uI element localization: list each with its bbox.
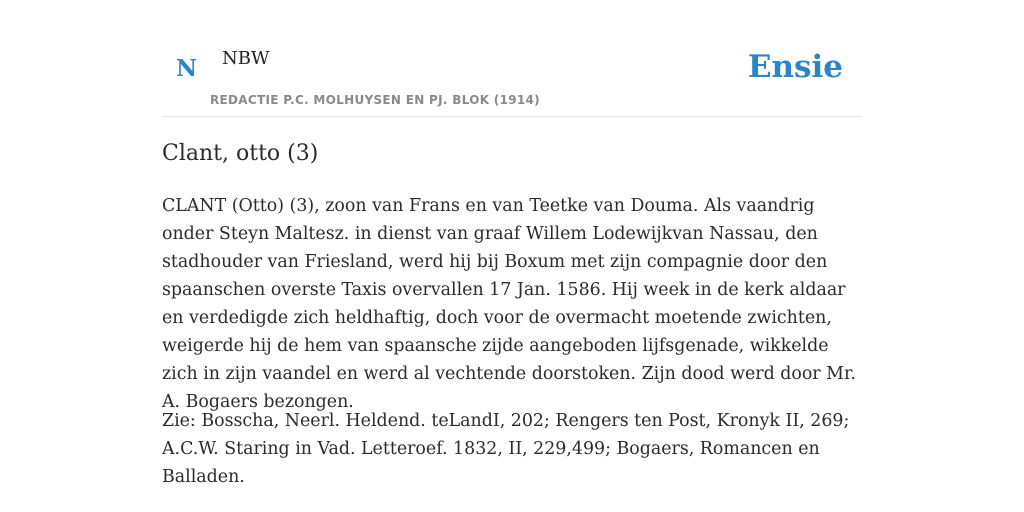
brand-logo[interactable]: Ensie (747, 49, 843, 85)
article-title: Clant, otto (3) (162, 141, 319, 166)
source-header (162, 0, 862, 117)
article-references: Zie: Bosscha, Neerl. Heldend. teLandI, 202; Rengers ten Post, Kronyk II, 269; A.C.W. Staring in Vad. Letteroef. 1832, II, 229,499; Bogaers, Romancen en Balladen. (162, 411, 850, 487)
article-body: CLANT (Otto) (3), zoon van Frans en van Teetke van Douma. Als vaandrig onder Steyn Maltesz. in dienst van graaf Willem Lodewijkvan Nassau, den stadhouder van Friesland, werd hij bij Boxum met zijn compagnie door den spaanschen overste Taxis overvallen 17 Jan. 1586. Hij week in de kerk aldaar en verdedigde zich heldhaftig, doch voor de overmacht moetende zwichten, weigerde hij de hem van spaansche zijde aangeboden lijfsgenade, wikkelde zich in zijn vaandel en werd al vechtende doorstoken. Zijn dood werd door Mr. A. Bogaers bezongen. (162, 196, 856, 412)
source-name[interactable]: NBW (222, 48, 270, 69)
source-logo-icon: N (176, 55, 198, 82)
source-subtitle: REDACTIE P.C. MOLHUYSEN EN PJ. BLOK (1914) (210, 93, 540, 107)
